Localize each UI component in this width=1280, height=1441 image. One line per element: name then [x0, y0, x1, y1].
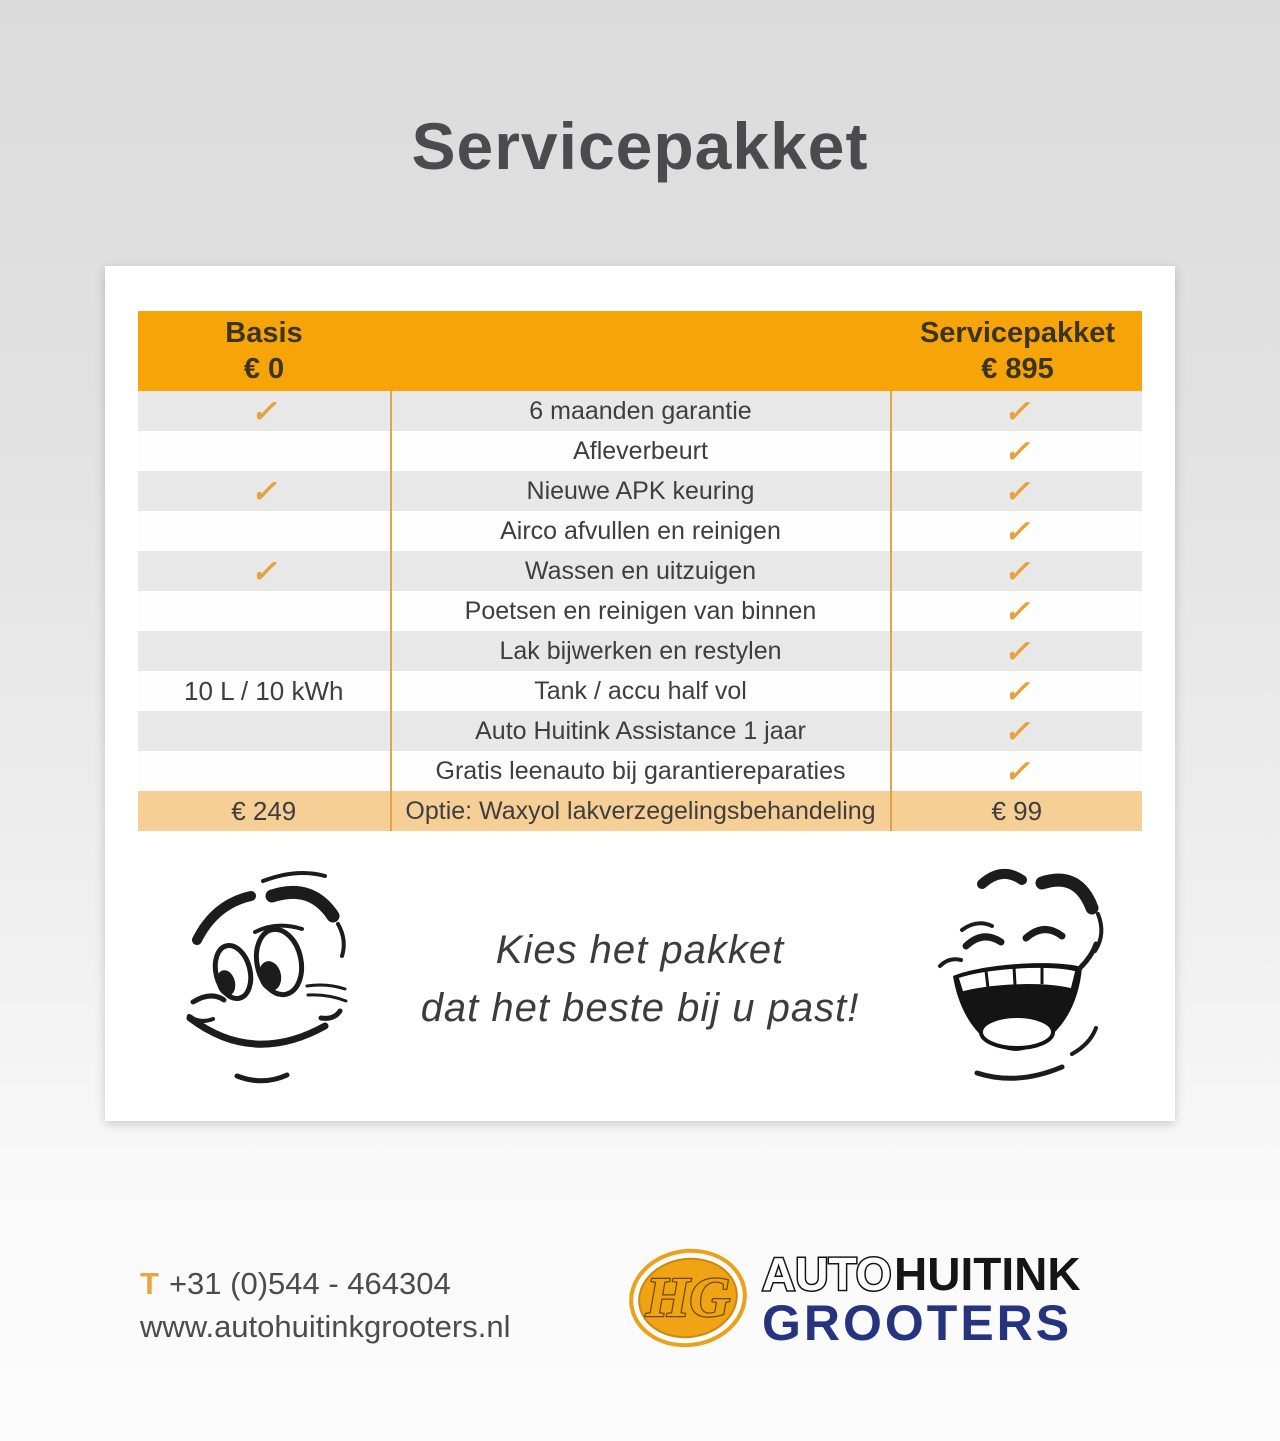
- basis-cell: [138, 631, 390, 671]
- service-cell: [892, 631, 1143, 671]
- logo-word-grooters: GROOTERS: [762, 1295, 1073, 1351]
- feature-cell: [390, 431, 892, 471]
- basis-cell: [138, 391, 390, 431]
- service-value: ✓: [1003, 433, 1030, 469]
- feature-label: Afleverbeurt: [573, 436, 708, 465]
- service-cell: [892, 751, 1143, 791]
- comparison-table: [138, 311, 1142, 831]
- tagline-line1: Kies het pakket: [495, 928, 785, 972]
- basis-cell: [138, 431, 390, 471]
- basis-value: ✓: [250, 473, 277, 509]
- phone-number: +31 (0)544 - 464304: [168, 1266, 451, 1301]
- servicepakket-price: € 895: [981, 353, 1054, 385]
- table-row: [138, 591, 1142, 631]
- service-value: ✓: [1003, 753, 1030, 789]
- service-value: ✓: [1003, 673, 1030, 709]
- column-header-servicepakket: [893, 315, 1142, 387]
- service-value: ✓: [1003, 633, 1030, 669]
- feature-cell: [390, 631, 892, 671]
- footer-contact: [140, 1262, 510, 1348]
- basis-value: ✓: [250, 393, 277, 429]
- feature-cell: [390, 551, 892, 591]
- service-cell: [892, 791, 1143, 831]
- hg-monogram-icon: [628, 1244, 751, 1353]
- basis-value: € 249: [231, 795, 297, 826]
- service-cell: [892, 671, 1143, 711]
- table-row: [138, 431, 1142, 471]
- feature-label: Lak bijwerken en restylen: [499, 636, 782, 665]
- basis-price: € 0: [243, 353, 285, 385]
- laughing-face-icon: [920, 856, 1130, 1096]
- basis-title: Basis: [225, 317, 303, 349]
- table-row: [138, 391, 1142, 431]
- feature-label: Auto Huitink Assistance 1 jaar: [475, 716, 806, 745]
- service-cell: [892, 431, 1143, 471]
- service-value: ✓: [1003, 553, 1030, 589]
- feature-label: 6 maanden garantie: [529, 396, 752, 425]
- column-header-basis: [138, 315, 390, 387]
- feature-label: Gratis leenauto bij garantiereparaties: [435, 756, 846, 785]
- logo-monogram-text: HG: [646, 1267, 730, 1329]
- table-header-row: [138, 311, 1142, 391]
- table-row: [138, 711, 1142, 751]
- table-row: [138, 551, 1142, 591]
- basis-cell: [138, 711, 390, 751]
- company-logo: [628, 1238, 1168, 1363]
- basis-cell: [138, 591, 390, 631]
- basis-value: ✓: [250, 553, 277, 589]
- table-row: [138, 751, 1142, 791]
- basis-cell: [138, 511, 390, 551]
- logo-word-huitink: HUITINK: [894, 1248, 1081, 1300]
- service-value: ✓: [1003, 513, 1030, 549]
- basis-cell: [138, 671, 390, 711]
- service-cell: [892, 551, 1143, 591]
- table-row: [138, 471, 1142, 511]
- feature-cell: [390, 751, 892, 791]
- basis-cell: [138, 551, 390, 591]
- service-value: ✓: [1003, 393, 1030, 429]
- feature-cell: [390, 471, 892, 511]
- feature-label: Airco afvullen en reinigen: [500, 516, 781, 545]
- feature-label: Wassen en uitzuigen: [524, 556, 757, 585]
- service-package-card: [105, 266, 1175, 1121]
- service-value: € 99: [991, 795, 1043, 826]
- feature-label: Poetsen en reinigen van binnen: [464, 596, 817, 625]
- page-title: Servicepakket: [411, 109, 869, 183]
- service-cell: [892, 391, 1143, 431]
- service-value: ✓: [1003, 713, 1030, 749]
- feature-label: Tank / accu half vol: [534, 676, 747, 705]
- feature-cell: [390, 791, 892, 831]
- basis-value: 10 L / 10 kWh: [184, 675, 344, 706]
- basis-cell: [138, 471, 390, 511]
- phone-label: T: [140, 1266, 159, 1301]
- website-url: www.autohuitinkgrooters.nl: [140, 1309, 511, 1344]
- service-cell: [892, 471, 1143, 511]
- phone-line: [140, 1262, 510, 1305]
- service-cell: [892, 511, 1143, 551]
- service-value: ✓: [1003, 593, 1030, 629]
- feature-label: Nieuwe APK keuring: [526, 476, 755, 505]
- table-row-option: [138, 791, 1142, 831]
- table-row: [138, 671, 1142, 711]
- tagline: [340, 921, 940, 1037]
- basis-cell: [138, 791, 390, 831]
- table-row: [138, 511, 1142, 551]
- table-row: [138, 631, 1142, 671]
- feature-label: Optie: Waxyol lakverzegelingsbehandeling: [405, 796, 876, 825]
- service-value: ✓: [1003, 473, 1030, 509]
- basis-cell: [138, 751, 390, 791]
- service-cell: [892, 711, 1143, 751]
- service-cell: [892, 591, 1143, 631]
- feature-cell: [390, 511, 892, 551]
- feature-cell: [390, 391, 892, 431]
- feature-cell: [390, 671, 892, 711]
- tagline-line2: dat het beste bij u past!: [420, 986, 860, 1030]
- logo-word-auto: AUTO: [762, 1248, 892, 1300]
- servicepakket-title: Servicepakket: [919, 317, 1116, 349]
- feature-cell: [390, 711, 892, 751]
- feature-cell: [390, 591, 892, 631]
